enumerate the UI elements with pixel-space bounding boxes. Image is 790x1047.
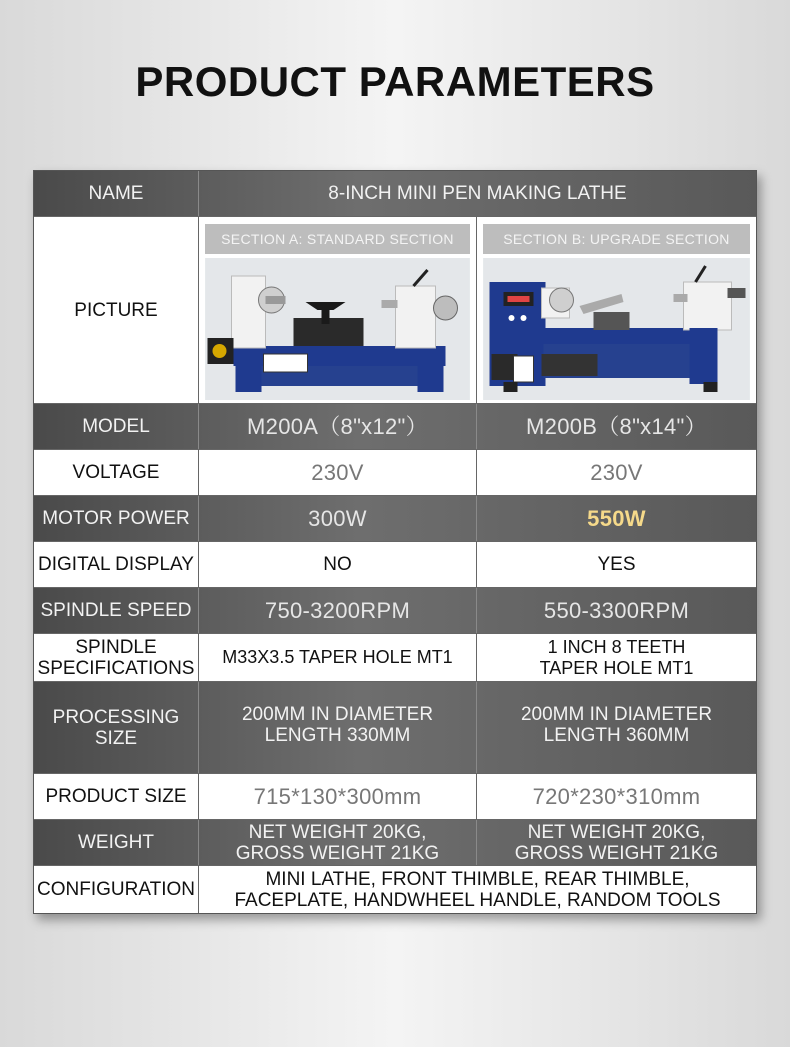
label-processing-line1: PROCESSING xyxy=(52,706,180,728)
label-configuration: CONFIGURATION xyxy=(34,866,199,913)
lathe-b-drawing xyxy=(483,258,750,400)
row-model xyxy=(34,404,756,450)
product-size-a: 715*130*300mm xyxy=(199,774,477,819)
weight-b-line1: NET WEIGHT 20KG, xyxy=(527,821,706,843)
processing-b-line2: LENGTH 360MM xyxy=(543,725,690,746)
label-picture: PICTURE xyxy=(34,217,199,403)
row-spindle-speed xyxy=(34,588,756,634)
label-spindle-speed: SPINDLE SPEED xyxy=(34,588,199,633)
label-processing-size xyxy=(34,682,199,773)
row-digital-display xyxy=(34,542,756,588)
processing-a-line2: LENGTH 330MM xyxy=(264,725,411,746)
voltage-a: 230V xyxy=(199,450,477,495)
weight-a-line1: NET WEIGHT 20KG, xyxy=(248,821,427,843)
value-name: 8-INCH MINI PEN MAKING LATHE xyxy=(328,183,627,204)
motor-power-b: 550W xyxy=(587,506,646,531)
picture-b xyxy=(477,217,756,403)
configuration-line1: MINI LATHE, FRONT THIMBLE, REAR THIMBLE, xyxy=(265,868,690,890)
row-spindle-spec xyxy=(34,634,756,682)
lathe-a-drawing xyxy=(205,258,470,400)
row-voltage xyxy=(34,450,756,496)
spindle-spec-a: M33X3.5 TAPER HOLE MT1 xyxy=(199,634,477,681)
label-product-size: PRODUCT SIZE xyxy=(34,774,199,819)
row-processing-size xyxy=(34,682,756,774)
parameters-table xyxy=(33,170,757,914)
digital-display-b: YES xyxy=(597,554,636,575)
page-title: PRODUCT PARAMETERS xyxy=(135,58,655,105)
lathe-a-image xyxy=(205,258,470,400)
lathe-b-image xyxy=(483,258,750,400)
label-spindle-spec-line2: SPECIFICATIONS xyxy=(37,657,195,679)
row-configuration xyxy=(34,866,756,913)
weight-b-line2: GROSS WEIGHT 21KG xyxy=(514,842,719,864)
spindle-speed-a: 750-3200RPM xyxy=(199,588,477,633)
picture-a xyxy=(199,217,477,403)
label-weight: WEIGHT xyxy=(34,820,199,865)
row-picture xyxy=(34,217,756,404)
configuration-value xyxy=(199,866,756,913)
label-processing-line2: SIZE xyxy=(94,727,138,749)
label-model: MODEL xyxy=(34,404,199,449)
voltage-b: 230V xyxy=(590,460,643,485)
model-b: M200B（8"x14"） xyxy=(526,414,707,439)
spindle-spec-b-line2: TAPER HOLE MT1 xyxy=(539,657,694,678)
row-product-size xyxy=(34,774,756,820)
spindle-spec-b-line1: 1 INCH 8 TEETH xyxy=(547,636,686,657)
label-digital-display: DIGITAL DISPLAY xyxy=(34,542,199,587)
label-spindle-spec xyxy=(34,634,199,681)
processing-b-line1: 200MM IN DIAMETER xyxy=(520,704,713,725)
row-weight xyxy=(34,820,756,866)
row-motor-power xyxy=(34,496,756,542)
spindle-speed-b: 550-3300RPM xyxy=(543,598,690,623)
processing-a-line1: 200MM IN DIAMETER xyxy=(241,704,434,725)
weight-b xyxy=(477,820,756,865)
processing-size-a xyxy=(199,682,477,773)
configuration-line2: FACEPLATE, HANDWHEEL HANDLE, RANDOM TOOLS xyxy=(234,889,721,911)
weight-a-line2: GROSS WEIGHT 21KG xyxy=(235,842,440,864)
spindle-spec-b xyxy=(477,634,756,681)
label-motor-power: MOTOR POWER xyxy=(34,496,199,541)
label-voltage: VOLTAGE xyxy=(34,450,199,495)
label-name: NAME xyxy=(34,171,199,216)
label-spindle-spec-line1: SPINDLE xyxy=(75,636,157,658)
model-a: M200A（8"x12"） xyxy=(199,404,477,449)
motor-power-a: 300W xyxy=(199,496,477,541)
digital-display-a: NO xyxy=(199,542,477,587)
weight-a xyxy=(199,820,477,865)
processing-size-b xyxy=(477,682,756,773)
product-size-b: 720*230*310mm xyxy=(532,784,701,809)
caption-section-b: SECTION B: UPGRADE SECTION xyxy=(483,224,750,254)
caption-section-a: SECTION A: STANDARD SECTION xyxy=(205,224,470,254)
row-name xyxy=(34,171,756,217)
